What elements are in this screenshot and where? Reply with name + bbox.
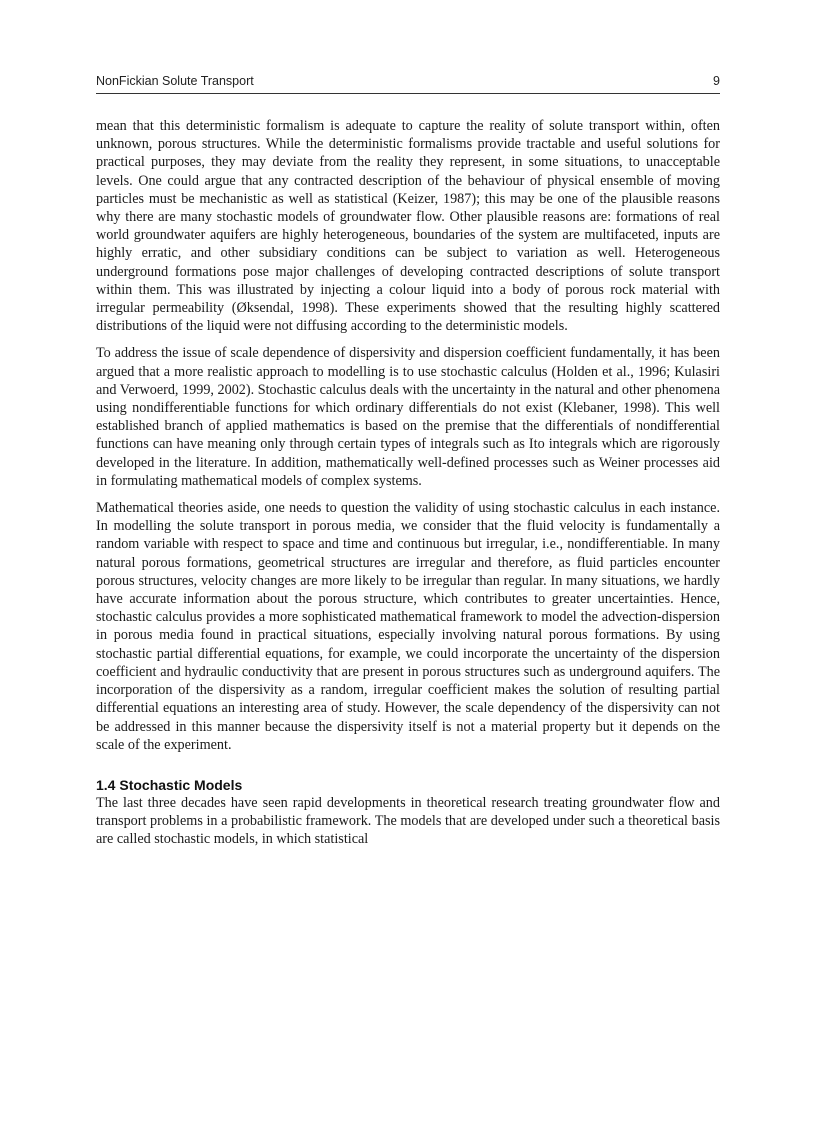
running-title: NonFickian Solute Transport xyxy=(96,74,254,88)
section-heading: 1.4 Stochastic Models xyxy=(96,776,243,793)
section-paragraph: The last three decades have seen rapid developments in theoretical research treating groundwater flow and transport problems in a probabilistic framework. The models that are developed under such a theoretical basis are called stochastic models, in which statistical xyxy=(96,794,720,848)
paragraph-2: To address the issue of scale dependence of dispersivity and dispersion coefficient fundamentally, it has been argued that a more realistic approach to modelling is to use stochastic calculus (Holden et al., 1996; Kulasiri and Verwoerd, 1999, 2002). Stochastic calculus deals with the uncertainty in the natural and other phenomena using nondifferentiable functions for which ordinary differentials do not exist (Klebaner, 1998). This well established branch of applied mathematics is based on the premise that the differentials of nondifferential functions can have meaning only through certain types of integrals such as Ito integrals which are rigorously developed in the literature. In addition, mathematically well-defined processes such as Weiner processes aid in formulating mathematical models of complex systems. xyxy=(96,345,720,489)
paragraph-1: mean that this deterministic formalism is adequate to capture the reality of solute transport within, often unknown, porous structures. While the deterministic formalisms provide tractable and useful solutions for practical purposes, they may deviate from the reality they represent, in some situations, to unacceptable levels. One could argue that any contracted description of the behaviour of physical ensemble of moving particles must be mechanistic as well as statistical (Keizer, 1987); this may be one of the plausible reasons why there are many stochastic models of groundwater flow. Other plausible reasons are: formations of real world groundwater aquifers are highly heterogeneous, boundaries of the system are multifaceted, inputs are highly erratic, and other subsidiary conditions can be subject to variation as well. Heterogeneous underground formations pose major challenges of developing contracted descriptions of solute transport within them. This was illustrated by injecting a colour liquid into a body of porous rock material with irregular permeability (Øksendal, 1998). These experiments showed that the resulting highly scattered distributions of the liquid were not diffusing according to the deterministic models. xyxy=(96,118,720,335)
paragraph-3: Mathematical theories aside, one needs to question the validity of using stochastic calculus in each instance. In modelling the solute transport in porous media, we consider that the fluid velocity is fundamentally a random variable with respect to space and time and continuous but irregular, i.e., nondifferentiable. In many natural porous formations, geometrical structures are irregular and therefore, as fluid particles encounter porous structures, velocity changes are more likely to be irregular than regular. In many situations, we hardly have accurate information about the porous structure, which contributes to greater uncertainties. Hence, stochastic calculus provides a more sophisticated mathematical framework to model the advection-dispersion in porous media found in practical situations, especially involving natural porous formations. By using stochastic partial differential equations, for example, we could incorporate the uncertainty of the dispersion coefficient and hydraulic conductivity that are present in porous structures such as underground aquifers. The incorporation of the dispersivity as a random, irregular coefficient makes the solution of resulting partial differential equations an interesting area of study. However, the scale dependency of the dispersivity can not be addressed in this manner because the dispersivity itself is not a material property but it depends on the scale of the experiment. xyxy=(96,500,720,753)
running-header xyxy=(96,72,720,92)
header-divider xyxy=(96,93,720,94)
page-number: 9 xyxy=(713,74,720,88)
body-text xyxy=(96,117,720,858)
